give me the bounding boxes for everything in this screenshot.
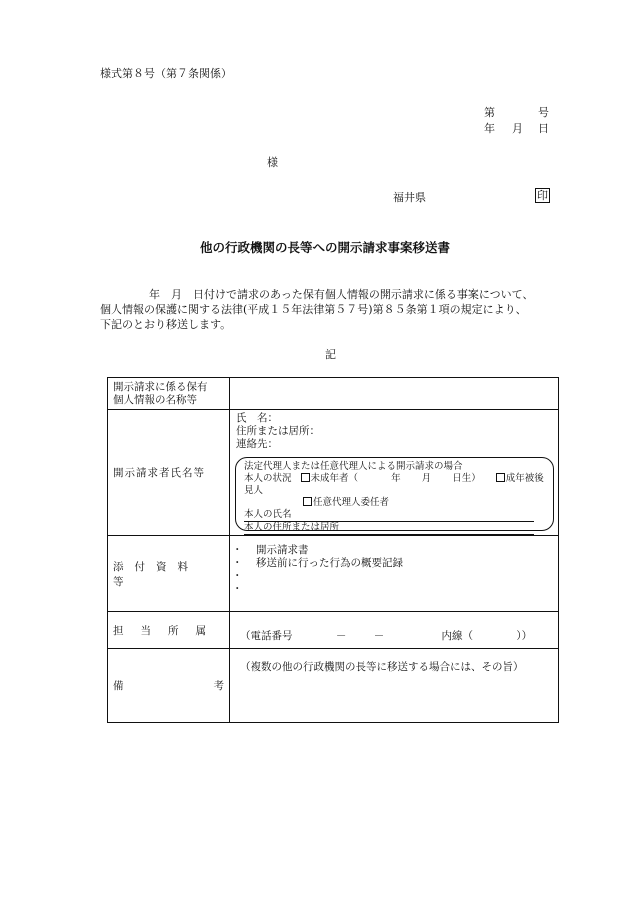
row-info-name: [108, 378, 559, 410]
date-day: 日: [538, 122, 549, 135]
date-month: 月: [512, 122, 523, 135]
label-remarks-right: 考: [213, 680, 224, 692]
label-attachments: [108, 536, 230, 612]
label-attachments-text: [113, 559, 224, 589]
body-paragraph: [100, 287, 570, 332]
ki-heading: 記: [325, 348, 336, 361]
row-department: [108, 612, 559, 649]
guardian-checkbox[interactable]: [496, 473, 505, 482]
phone-label: （電話番号: [240, 629, 293, 642]
phone-dash-1: －: [335, 629, 347, 642]
guardian-label: 成年被後見人: [244, 473, 544, 496]
body-line-2: 個人情報の保護に関する法律(平成１５年法律第５７号)第８５条第１項の規定により、: [100, 303, 527, 316]
extension-label: 内線（: [441, 629, 474, 642]
addressee-suffix: 様: [267, 156, 278, 169]
proxy-section: [235, 457, 554, 531]
minor-label: 未成年者（: [310, 473, 359, 484]
proxy-heading: 法定代理人または任意代理人による開示請求の場合: [244, 461, 463, 472]
label-department-text: 担当所属: [113, 624, 223, 637]
phone-dash-2: －: [373, 629, 385, 642]
seal-text: 印: [537, 189, 548, 202]
attachment-item: ・ 開示請求書: [232, 544, 309, 556]
sender-name: 福井県: [393, 191, 426, 204]
label-department: [108, 612, 230, 649]
row-attachments: [108, 536, 559, 612]
body-line-1: 年 月 日付けで請求のあった保有個人情報の開示請求に係る事案について、: [149, 288, 534, 301]
value-attachments: [230, 536, 559, 612]
label-remarks: [108, 649, 230, 723]
seal-mark: [535, 189, 550, 202]
proxy-status-row: [244, 473, 545, 497]
proxy-status-label: 本人の状況: [244, 473, 292, 484]
label-remarks-text: [113, 678, 224, 693]
value-requester: [230, 410, 559, 536]
minor-checkbox[interactable]: [301, 473, 310, 482]
document-title: 他の行政機関の長等への開示請求事案移送書: [200, 240, 451, 255]
form-number: 様式第８号（第７条関係）: [100, 67, 232, 80]
attachment-item: ・ 移送前に行った行為の概要記録: [232, 557, 403, 569]
value-info-name[interactable]: [230, 378, 559, 410]
transfer-table: [107, 377, 559, 723]
doc-number-label: 第: [484, 106, 495, 119]
requester-contact[interactable]: 連絡先：: [236, 438, 278, 450]
row-requester: [108, 410, 559, 536]
voluntary-checkbox[interactable]: [303, 497, 312, 506]
voluntary-row: [244, 497, 545, 509]
birth-day: 日生）: [452, 473, 481, 484]
row-remarks: [108, 649, 559, 723]
attachment-item[interactable]: ・: [232, 583, 243, 595]
extension-close: ））: [516, 629, 533, 642]
value-department[interactable]: [230, 612, 559, 649]
date-year: 年: [484, 122, 495, 135]
attachment-item[interactable]: ・: [232, 570, 243, 582]
label-remarks-left: 備: [113, 680, 124, 692]
requester-address[interactable]: 住所または居所：: [236, 425, 320, 437]
label-info-name-line2: 個人情報の名称等: [113, 393, 197, 406]
label-attachments-full: 添付資料等: [113, 560, 199, 588]
requester-name[interactable]: 氏 名：: [236, 412, 278, 424]
voluntary-label: 任意代理人委任者: [313, 497, 390, 508]
person-name-line[interactable]: 本人の氏名: [244, 509, 534, 522]
birth-month: 月: [421, 473, 432, 484]
phone-row: [230, 618, 558, 643]
value-remarks[interactable]: [230, 649, 559, 723]
person-address-line[interactable]: 本人の住所または居所: [244, 522, 534, 535]
remarks-note: （複数の他の行政機関の長等に移送する場合には、その旨）: [240, 661, 524, 673]
label-requester: 開示請求者氏名等: [108, 410, 230, 536]
label-info-name-line1: 開示請求に係る保有: [113, 380, 208, 393]
label-info-name: [108, 378, 230, 410]
body-line-3: 下記のとおり移送します。: [100, 318, 232, 331]
birth-year: 年: [391, 473, 401, 484]
doc-number-suffix: 号: [538, 106, 549, 119]
